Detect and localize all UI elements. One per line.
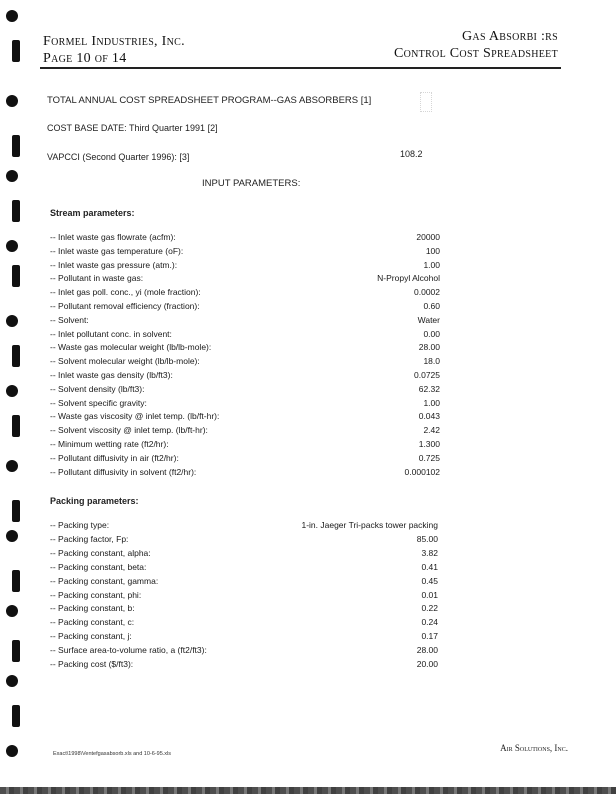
parameter-value: 0.043 — [418, 411, 440, 422]
parameter-label: -- Packing constant, gamma: — [50, 575, 159, 586]
parameter-label: -- Inlet gas poll. conc., yi (mole fraction): — [50, 287, 201, 298]
parameter-value: 0.01 — [421, 589, 438, 600]
cost-base-date: COST BASE DATE: Third Quarter 1991 [2] — [47, 123, 218, 133]
parameter-value: 0.725 — [418, 452, 440, 463]
parameter-row — [50, 590, 438, 603]
parameter-label: -- Packing type: — [50, 520, 110, 530]
parameter-row — [50, 562, 438, 575]
parameter-label: -- Inlet pollutant conc. in solvent: — [50, 328, 172, 339]
parameter-value: 85.00 — [416, 533, 438, 544]
parameter-value: 1.00 — [423, 397, 440, 408]
binder-hole — [6, 170, 18, 182]
binder-hole — [6, 460, 18, 472]
parameter-label: -- Solvent specific gravity: — [50, 397, 147, 408]
parameter-label: -- Packing constant, beta: — [50, 561, 147, 572]
parameter-value: 0.24 — [421, 617, 438, 628]
parameter-value: 0.22 — [421, 603, 438, 614]
parameter-row — [50, 453, 440, 466]
parameter-value: 100 — [425, 245, 440, 256]
parameter-label: -- Inlet waste gas flowrate (acfm): — [50, 232, 176, 242]
parameter-value: 1.300 — [418, 439, 440, 449]
binder-hole — [12, 345, 20, 367]
parameter-row — [50, 232, 440, 245]
binder-hole — [6, 10, 18, 22]
parameter-value: 0.60 — [423, 301, 440, 311]
parameter-row — [50, 411, 440, 424]
parameter-label: -- Inlet waste gas density (lb/ft3): — [50, 370, 173, 380]
binder-hole — [6, 315, 18, 327]
parameter-label: -- Pollutant removal efficiency (fraction): — [50, 301, 200, 311]
parameter-row — [50, 439, 440, 452]
vapcci-label: VAPCCI (Second Quarter 1996): [3] — [47, 152, 190, 162]
parameter-label: -- Packing factor, Fp: — [50, 533, 129, 544]
parameter-label: -- Solvent: — [50, 314, 89, 325]
parameter-label: -- Solvent molecular weight (lb/lb-mole): — [50, 356, 200, 367]
parameter-row — [50, 398, 440, 411]
parameter-value: 20.00 — [416, 659, 438, 669]
parameter-row — [50, 260, 440, 273]
parameter-value: 0.000102 — [404, 466, 440, 477]
parameter-row — [50, 520, 438, 533]
page-header-right — [394, 28, 558, 62]
parameter-row — [50, 342, 440, 355]
binder-hole — [12, 640, 20, 662]
parameter-label: -- Packing constant, b: — [50, 603, 135, 614]
parameter-row — [50, 356, 440, 369]
binder-hole — [12, 200, 20, 222]
parameter-row — [50, 576, 438, 589]
parameter-value: N-Propyl Alcohol — [377, 273, 440, 284]
parameter-row — [50, 425, 440, 438]
binder-hole — [12, 570, 20, 592]
parameter-label: -- Packing cost ($/ft3): — [50, 659, 134, 669]
company-name: Formel Industries, Inc. — [43, 34, 185, 49]
parameter-label: -- Packing constant, alpha: — [50, 547, 151, 558]
parameter-row — [50, 246, 440, 259]
binder-hole — [6, 95, 18, 107]
binder-hole — [12, 500, 20, 522]
binder-hole — [12, 135, 20, 157]
parameter-label: -- Solvent density (lb/ft3): — [50, 383, 145, 394]
parameter-row — [50, 659, 438, 672]
parameter-label: -- Waste gas molecular weight (lb/lb-mole): — [50, 342, 212, 353]
header-rule — [40, 67, 561, 69]
spreadsheet-title: TOTAL ANNUAL COST SPREADSHEET PROGRAM--GAS ABSORBERS [1] — [47, 95, 372, 106]
scan-bottom-edge — [0, 787, 616, 794]
parameter-value: 20000 — [416, 232, 440, 242]
vapcci-value: 108.2 — [400, 149, 423, 159]
parameter-row — [50, 645, 438, 658]
parameter-value: 1.00 — [423, 259, 440, 270]
parameter-label: -- Inlet waste gas temperature (oF): — [50, 245, 184, 256]
doc-title-line-1: Gas Absorbi :rs — [462, 29, 558, 44]
parameter-value: 28.00 — [416, 645, 438, 656]
parameter-row — [50, 467, 440, 480]
stream-parameters-heading: Stream parameters: — [50, 208, 135, 218]
parameter-value: Water — [417, 314, 440, 325]
parameter-value: 1-in. Jaeger Tri-packs tower packing — [301, 520, 438, 530]
input-parameters-heading: INPUT PARAMETERS: — [202, 178, 301, 189]
scan-smudge — [420, 92, 432, 112]
parameter-row — [50, 384, 440, 397]
parameter-row — [50, 301, 440, 314]
parameter-label: -- Minimum wetting rate (ft2/hr): — [50, 439, 169, 449]
binder-hole — [12, 705, 20, 727]
binder-hole — [6, 385, 18, 397]
footer-file-path: Exact\1998\Ventefgasabsorb.xls and 10-6-95.xls — [53, 751, 172, 757]
binder-hole — [12, 265, 20, 287]
page-number: Page 10 of 14 — [43, 51, 127, 66]
parameter-value: 18.0 — [423, 356, 440, 367]
parameter-label: -- Packing constant, phi: — [50, 589, 142, 600]
parameter-value: 62.32 — [418, 383, 440, 394]
parameter-value: 28.00 — [418, 342, 440, 353]
parameter-value: 3.82 — [421, 547, 438, 558]
parameter-label: -- Surface area-to-volume ratio, a (ft2/ft3): — [50, 645, 207, 656]
parameter-value: 0.17 — [421, 631, 438, 642]
parameter-label: -- Solvent viscosity @ inlet temp. (lb/ft-hr): — [50, 425, 208, 436]
parameter-value: 0.45 — [421, 575, 438, 586]
parameter-label: -- Inlet waste gas pressure (atm.): — [50, 259, 178, 270]
parameter-row — [50, 534, 438, 547]
parameter-value: 0.0725 — [414, 370, 440, 380]
parameter-label: -- Packing constant, c: — [50, 617, 135, 628]
parameter-value: 0.41 — [421, 561, 438, 572]
packing-parameters-heading: Packing parameters: — [50, 496, 139, 506]
binder-hole — [6, 675, 18, 687]
parameter-row — [50, 273, 440, 286]
parameter-row — [50, 603, 438, 616]
parameter-row — [50, 548, 438, 561]
parameter-label: -- Pollutant diffusivity in solvent (ft2/hr): — [50, 466, 197, 477]
parameter-value: 0.00 — [423, 328, 440, 339]
binder-holes — [0, 0, 22, 800]
parameter-value: 0.0002 — [414, 287, 440, 298]
parameter-label: -- Pollutant diffusivity in air (ft2/hr): — [50, 452, 179, 463]
parameter-label: -- Pollutant in waste gas: — [50, 273, 144, 284]
binder-hole — [6, 240, 18, 252]
page-header-left — [43, 33, 185, 67]
binder-hole — [12, 415, 20, 437]
parameter-row — [50, 617, 438, 630]
binder-hole — [6, 605, 18, 617]
parameter-value: 2.42 — [423, 425, 440, 436]
parameter-row — [50, 631, 438, 644]
parameter-label: -- Waste gas viscosity @ inlet temp. (lb/ft-hr): — [50, 411, 220, 422]
doc-title-line-2: Control Cost Spreadsheet — [394, 46, 558, 61]
footer-company: Air Solutions, Inc. — [500, 743, 568, 753]
binder-hole — [6, 530, 18, 542]
parameter-row — [50, 315, 440, 328]
binder-hole — [12, 40, 20, 62]
parameter-row — [50, 287, 440, 300]
binder-hole — [6, 745, 18, 757]
parameter-row — [50, 329, 440, 342]
parameter-row — [50, 370, 440, 383]
parameter-label: -- Packing constant, j: — [50, 631, 132, 642]
